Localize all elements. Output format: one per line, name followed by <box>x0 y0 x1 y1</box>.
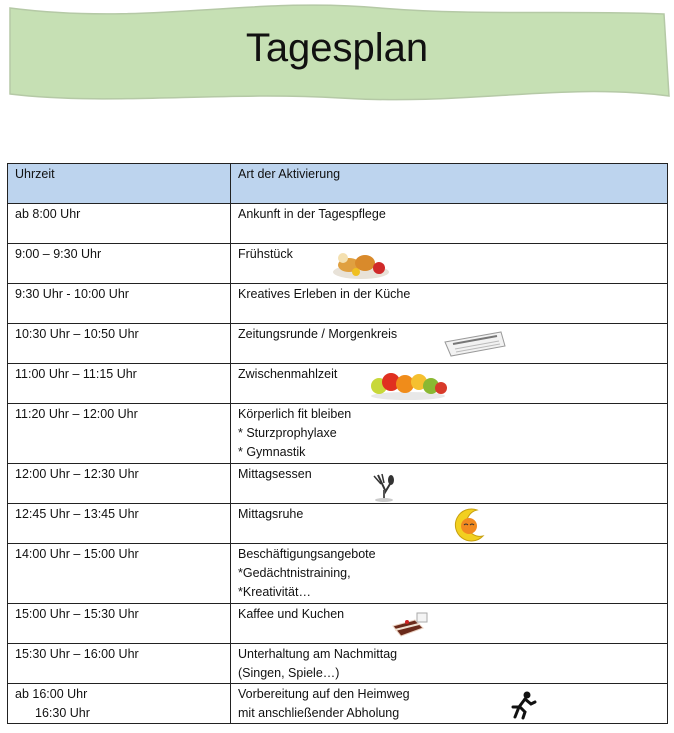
time-cell: 12:45 Uhr – 13:45 Uhr <box>8 504 231 544</box>
table-row <box>8 324 668 364</box>
activity-cell: Zwischenmahlzeit <box>231 364 668 404</box>
time-cell: 15:30 Uhr – 16:00 Uhr <box>8 644 231 684</box>
table-row <box>8 644 668 684</box>
activity-cell: Beschäftigungsangebote *Gedächtnistraining, *Kreativität… <box>231 544 668 604</box>
time-cell: 15:00 Uhr – 15:30 Uhr <box>8 604 231 644</box>
schedule-table <box>7 163 668 724</box>
activity-cell: Frühstück <box>231 244 668 284</box>
breakfast-icon <box>331 248 391 280</box>
table-row <box>8 284 668 324</box>
fruit-icon <box>369 368 447 400</box>
header-activity: Art der Aktivierung <box>231 164 668 204</box>
table-header-row <box>8 164 668 204</box>
table-row <box>8 404 668 464</box>
table-row <box>8 244 668 284</box>
activity-cell: Unterhaltung am Nachmittag (Singen, Spiele…) <box>231 644 668 684</box>
table-row <box>8 504 668 544</box>
table-row <box>8 204 668 244</box>
activity-cell: Kreatives Erleben in der Küche <box>231 284 668 324</box>
cutlery-icon <box>369 472 399 502</box>
time-cell: 9:30 Uhr - 10:00 Uhr <box>8 284 231 324</box>
newspaper-icon <box>443 330 507 358</box>
cake-icon <box>389 610 431 640</box>
time-cell: ab 16:00 Uhr 16:30 Uhr <box>8 684 231 724</box>
time-cell: 14:00 Uhr – 15:00 Uhr <box>8 544 231 604</box>
activity-cell: Mittagsruhe <box>231 504 668 544</box>
time-cell: 10:30 Uhr – 10:50 Uhr <box>8 324 231 364</box>
table-row <box>8 544 668 604</box>
table-row <box>8 604 668 644</box>
time-cell: 11:20 Uhr – 12:00 Uhr <box>8 404 231 464</box>
activity-cell: Vorbereitung auf den Heimweg mit anschließender Abholung <box>231 684 668 724</box>
sleeping-moon-icon <box>449 506 489 542</box>
activity-cell: Körperlich fit bleiben * Sturzprophylaxe * Gymnastik <box>231 404 668 464</box>
table-row <box>8 684 668 724</box>
activity-cell: Mittagsessen <box>231 464 668 504</box>
activity-cell: Kaffee und Kuchen <box>231 604 668 644</box>
title-banner <box>0 0 674 110</box>
time-cell: 11:00 Uhr – 11:15 Uhr <box>8 364 231 404</box>
table-row <box>8 364 668 404</box>
walking-person-icon <box>505 690 537 720</box>
activity-cell: Zeitungsrunde / Morgenkreis <box>231 324 668 364</box>
time-cell: ab 8:00 Uhr <box>8 204 231 244</box>
header-time: Uhrzeit <box>8 164 231 204</box>
page-title: Tagesplan <box>245 26 429 70</box>
activity-cell: Ankunft in der Tagespflege <box>231 204 668 244</box>
time-cell: 9:00 – 9:30 Uhr <box>8 244 231 284</box>
time-cell: 12:00 Uhr – 12:30 Uhr <box>8 464 231 504</box>
table-row <box>8 464 668 504</box>
